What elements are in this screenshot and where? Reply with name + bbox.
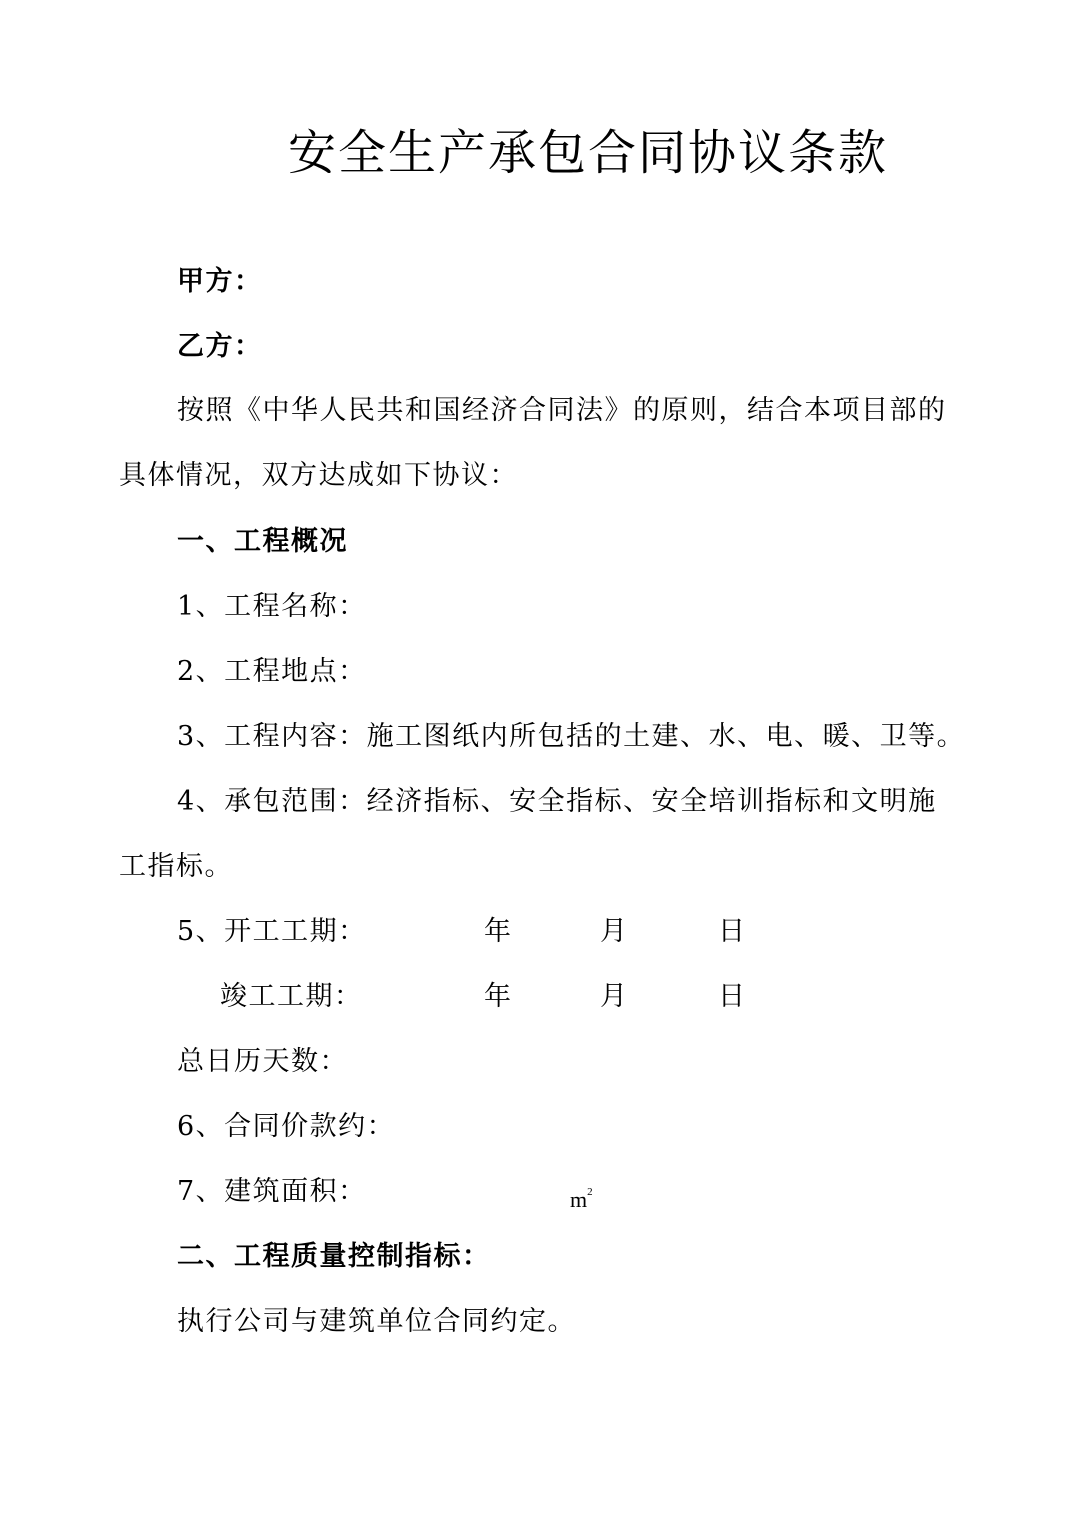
section-2-text: 执行公司与建筑单位合同约定。 — [177, 1306, 576, 1337]
section-1-heading: 一、工程概况 — [177, 526, 348, 557]
contract-scope-line-1: 4、承包范围：经济指标、安全指标、安全培训指标和文明施 — [177, 786, 937, 817]
section-2-heading: 二、工程质量控制指标： — [177, 1241, 491, 1272]
area-unit-base: m — [570, 1187, 588, 1212]
project-location-label: 2、工程地点： — [177, 656, 367, 687]
party-a-label: 甲方： — [177, 266, 263, 297]
end-date-label: 竣工工期： — [220, 981, 363, 1012]
start-month-label: 月 — [600, 916, 627, 947]
area-unit-superscript: 2 — [587, 1186, 593, 1198]
intro-paragraph-line-1: 按照《中华人民共和国经济合同法》的原则，结合本项目部的 — [177, 395, 947, 426]
project-content-line: 3、工程内容：施工图纸内所包括的土建、水、电、暖、卫等。 — [177, 721, 966, 752]
contract-price-label: 6、合同价款约： — [177, 1111, 396, 1142]
start-year-label: 年 — [484, 916, 511, 947]
project-name-label: 1、工程名称： — [177, 591, 367, 622]
intro-paragraph-line-2: 具体情况，双方达成如下协议： — [119, 460, 518, 491]
end-month-label: 月 — [600, 981, 627, 1012]
document-title: 安全生产承包合同协议条款 — [288, 125, 889, 181]
end-day-label: 日 — [718, 981, 745, 1012]
party-b-label: 乙方： — [177, 331, 263, 362]
building-area-label: 7、建筑面积： — [177, 1176, 367, 1207]
start-day-label: 日 — [718, 916, 745, 947]
area-unit — [570, 1172, 593, 1212]
end-year-label: 年 — [484, 981, 511, 1012]
contract-scope-line-2: 工指标。 — [119, 851, 233, 882]
start-date-label: 5、开工工期： — [177, 916, 367, 947]
total-calendar-days-label: 总日历天数： — [177, 1046, 348, 1077]
